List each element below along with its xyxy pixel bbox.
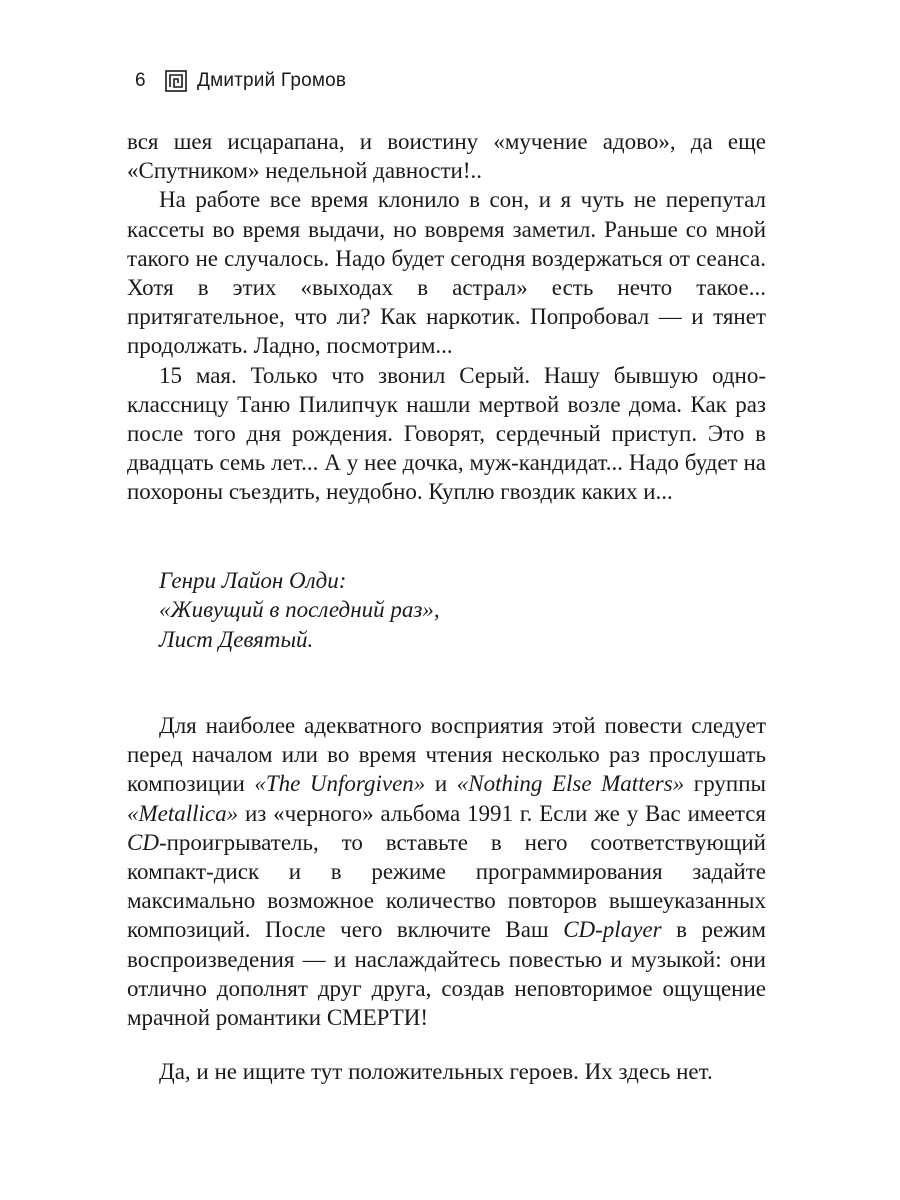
paragraph: вся шея исцарапана, и воистину «мучение адово», да еще «Спутником» недельной давности!.. xyxy=(127,129,766,184)
closing-remark xyxy=(127,1057,766,1086)
body-text-top xyxy=(127,127,766,507)
cd-player-term: CD-player xyxy=(563,917,662,943)
listening-note xyxy=(127,711,766,1032)
note-text: из «черного» альбома 1991 г. Если же у Вас имеется xyxy=(238,800,766,826)
note-text: и xyxy=(425,771,457,797)
epigraph-chapter: Лист Девятый. xyxy=(159,626,314,652)
epigraph-title: «Живущий в последний раз», xyxy=(159,597,440,623)
cd-term: CD xyxy=(127,829,159,855)
band-name: «Metallica» xyxy=(127,800,239,826)
page-number: 6 xyxy=(135,70,146,91)
epigraph xyxy=(159,566,440,654)
note-text: Для наиболее адекватного восприятия этой повести следует перед началом или во время чтения несколько раз прослушать композиции xyxy=(127,713,766,797)
note-text: в режим воспроизведения — и наслаждайтесь повестью и музыкой: они отлично дополнят друг друга, создав неповторимое ощущение мрачной романтики СМЕРТИ! xyxy=(127,917,766,1031)
closing-paragraph: Да, и не ищите тут положительных героев. Их здесь нет. xyxy=(159,1059,713,1084)
note-paragraph xyxy=(127,711,766,1032)
running-head xyxy=(127,70,346,92)
author-name: Дмитрий Громов xyxy=(197,70,347,91)
note-text: группы xyxy=(684,771,766,797)
paragraph: 15 мая. Только что звонил Серый. Нашу бывшую одноклассницу Таню Пилипчук нашли мертвой возле дома. Как раз после того дня рождения. Говорят, сердечный приступ. Это в двадцать семь лет... А у нее дочка, муж-кандидат... Надо будет на похороны съездить, неудобно. Куплю гвоздик каких и... xyxy=(127,362,766,505)
song-title: «Nothing Else Matters» xyxy=(456,771,685,797)
epigraph-author: Генри Лайон Олди: xyxy=(159,568,347,593)
song-title: «The Unforgiven» xyxy=(254,771,426,797)
meander-square-icon xyxy=(165,70,187,92)
paragraph: На работе все время клонило в сон, и я чуть не перепутал кассеты во время выдачи, но вовремя заметил. Раньше со мной такого не случалось. Надо будет сегодня воздержаться от сеанса. Хотя в этих «выходах в астрал» есть нечто такое... притягательное, что ли? Как наркотик. Попробовал — и тянет продолжать. Ладно, посмотрим... xyxy=(127,187,766,359)
note-text: -проигрыватель, то вставьте в него соответствующий компакт-диск и в режиме программирования задайте максимально возможное количество повторов вышеуказанных композиций. После чего включите Ваш xyxy=(127,829,766,943)
